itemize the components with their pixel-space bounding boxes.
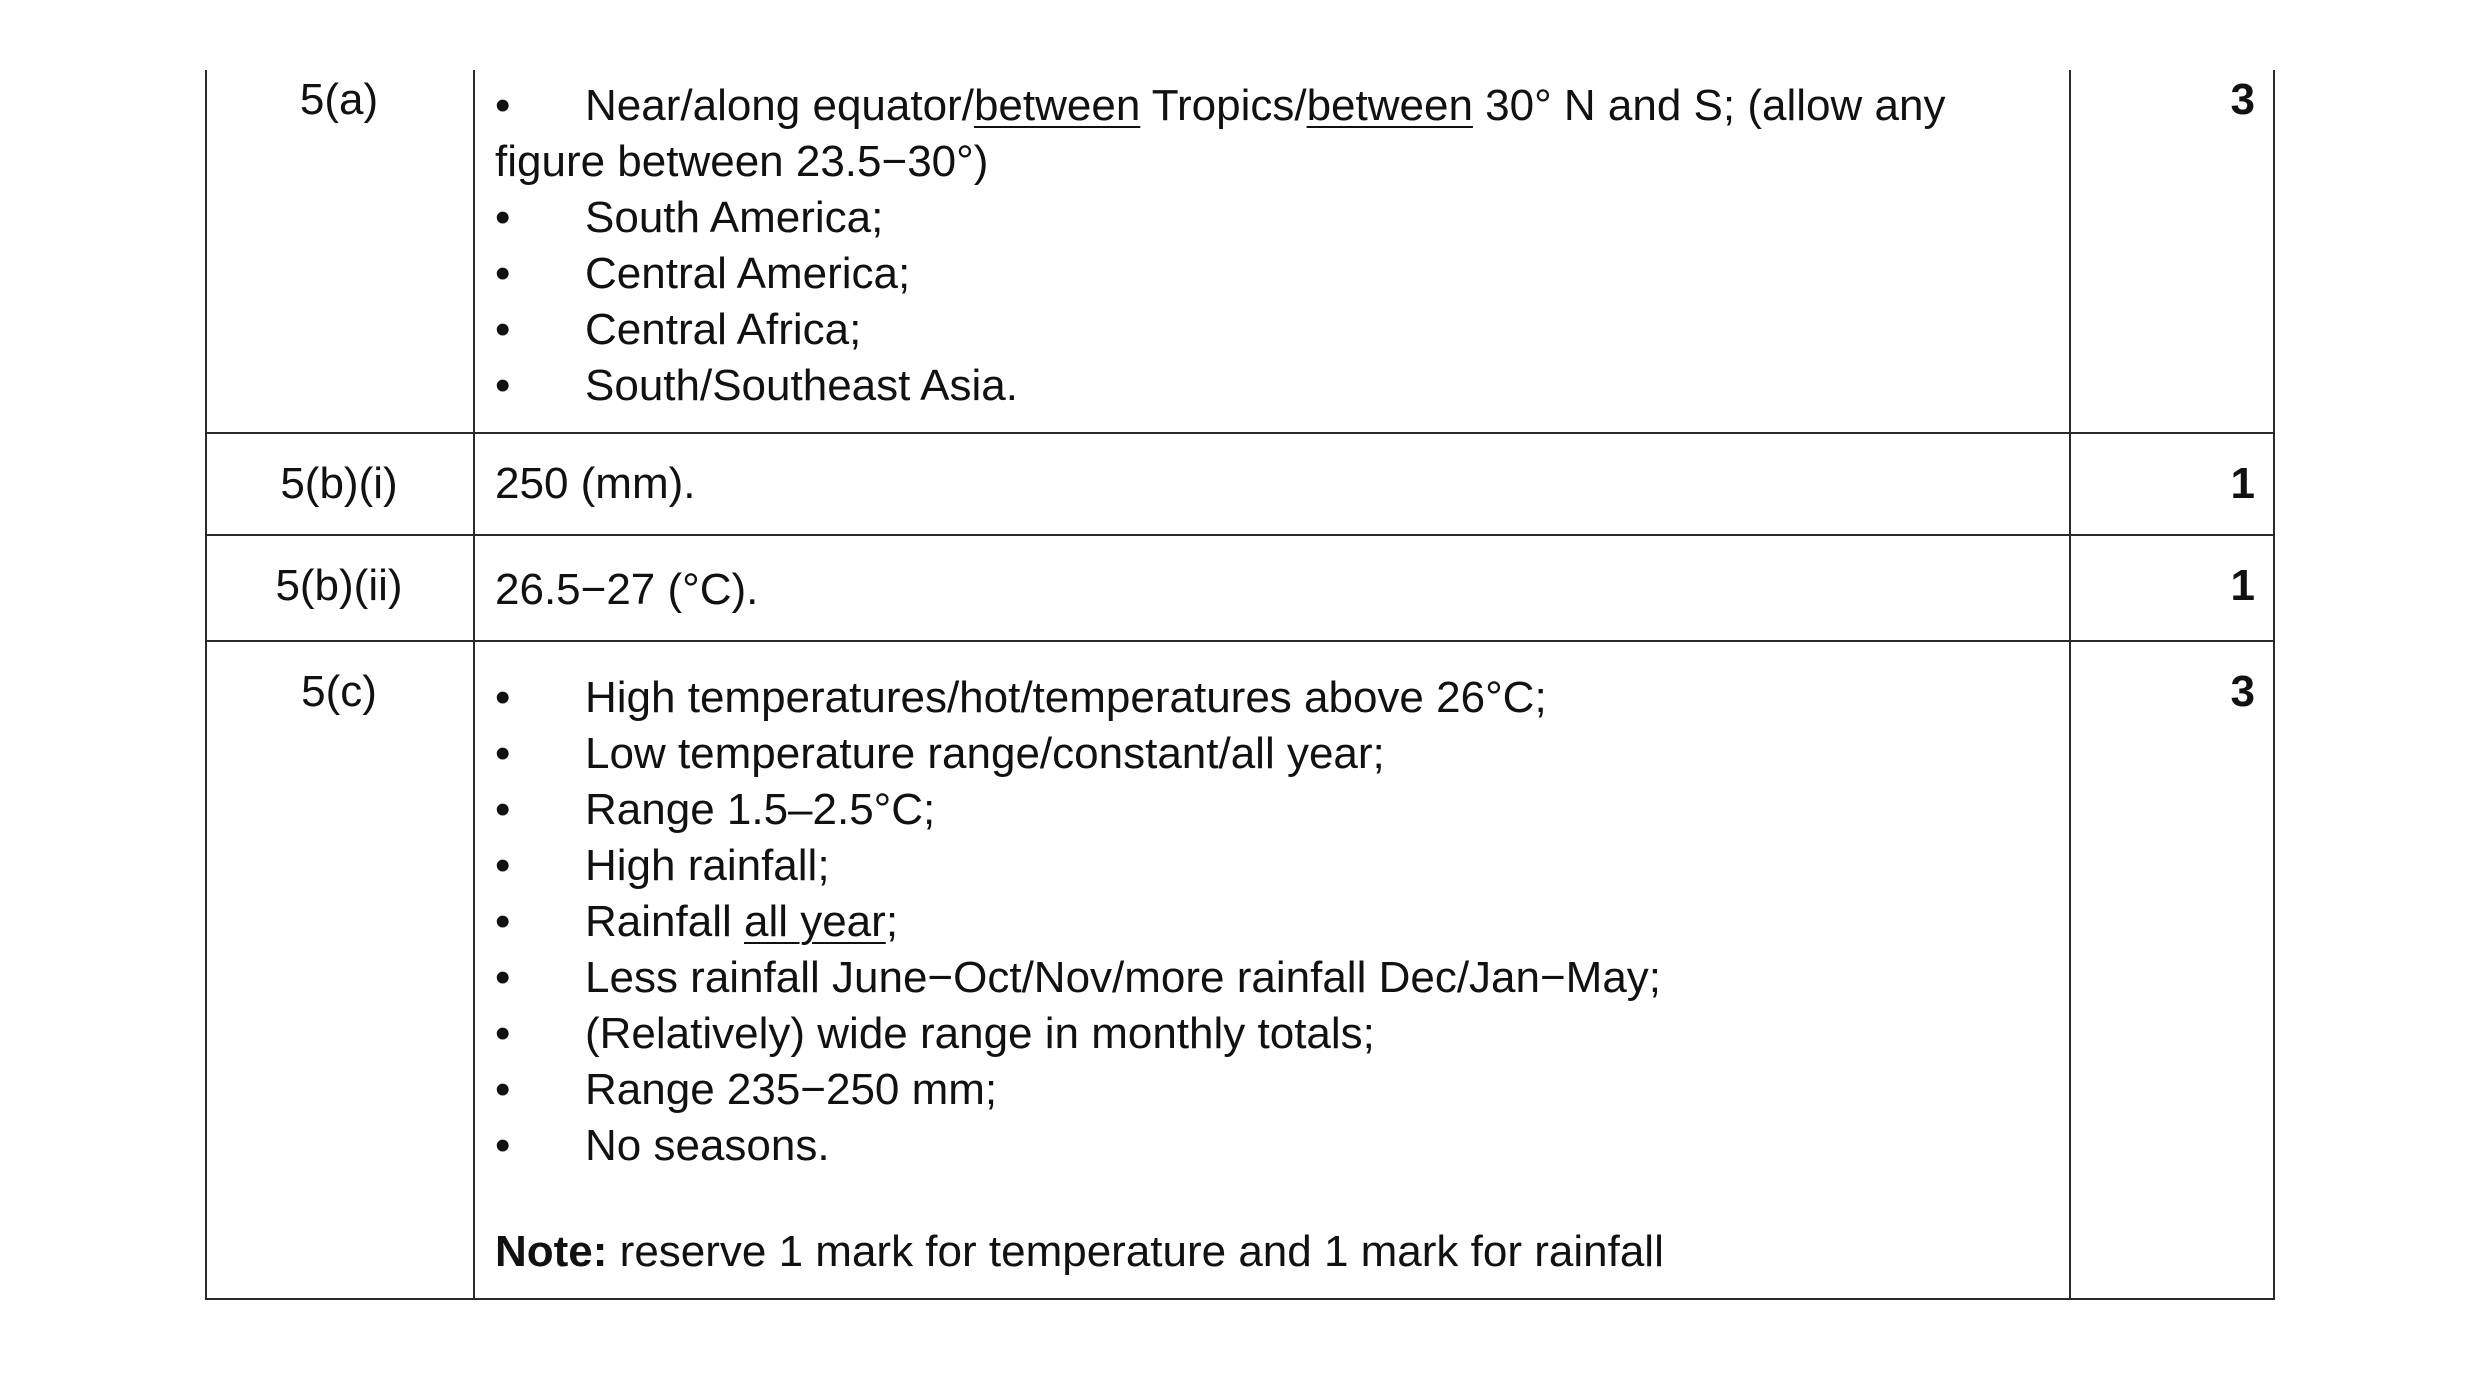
mark-scheme-table: [205, 70, 2275, 1300]
mark-value: 1: [2230, 459, 2255, 508]
mark-value: 3: [2230, 75, 2255, 124]
question-column-divider: [473, 70, 475, 1300]
list-item: • Rainfall all year;: [495, 897, 899, 946]
list-item: • No seasons.: [495, 1121, 830, 1170]
mark-value: 3: [2230, 667, 2255, 716]
list-item: • High rainfall;: [495, 841, 830, 890]
note-label: Note:: [495, 1227, 608, 1276]
question-number: 5(a): [299, 75, 379, 124]
row-divider-5bii: [205, 640, 2275, 642]
row-divider-5a: [205, 432, 2275, 434]
examiner-note: [495, 1224, 2055, 1280]
list-item: • Low temperature range/constant/all year;: [495, 729, 1385, 778]
list-item: • High temperatures/hot/temperatures above 26°C;: [495, 673, 1547, 722]
answer-cell: [495, 78, 2055, 414]
list-item: • (Relatively) wide range in monthly totals;: [495, 1009, 1375, 1058]
answer-column-divider: [2069, 70, 2071, 1300]
note-text: reserve 1 mark for temperature and 1 mark for rainfall: [607, 1227, 1664, 1276]
list-item-continuation: figure between 23.5−30°): [495, 137, 989, 186]
answer-cell: 26.5−27 (°C).: [495, 565, 759, 614]
list-item: • South America;: [495, 193, 884, 242]
bullet-symbol: •: [495, 81, 511, 130]
answer-cell: 250 (mm).: [495, 459, 696, 508]
answer-cell: [495, 670, 2055, 1280]
row-divider-5bi: [205, 534, 2275, 536]
question-number: 5(b)(i): [280, 459, 398, 508]
question-number: 5(b)(ii): [275, 561, 403, 610]
list-item: • Range 235−250 mm;: [495, 1065, 998, 1114]
mark-value: 1: [2230, 561, 2255, 610]
list-item: • Near/along equator/between Tropics/between 30° N and S; (allow any: [495, 78, 2055, 134]
list-item: • Range 1.5–2.5°C;: [495, 785, 936, 834]
list-item: • Central America;: [495, 249, 911, 298]
question-number: 5(c): [301, 667, 377, 716]
table-bottom-border: [205, 1298, 2275, 1300]
list-item: • Central Africa;: [495, 305, 862, 354]
list-item: • Less rainfall June−Oct/Nov/more rainfall Dec/Jan−May;: [495, 953, 1662, 1002]
list-item: • South/Southeast Asia.: [495, 361, 1018, 410]
table-right-border: [2273, 70, 2275, 1300]
